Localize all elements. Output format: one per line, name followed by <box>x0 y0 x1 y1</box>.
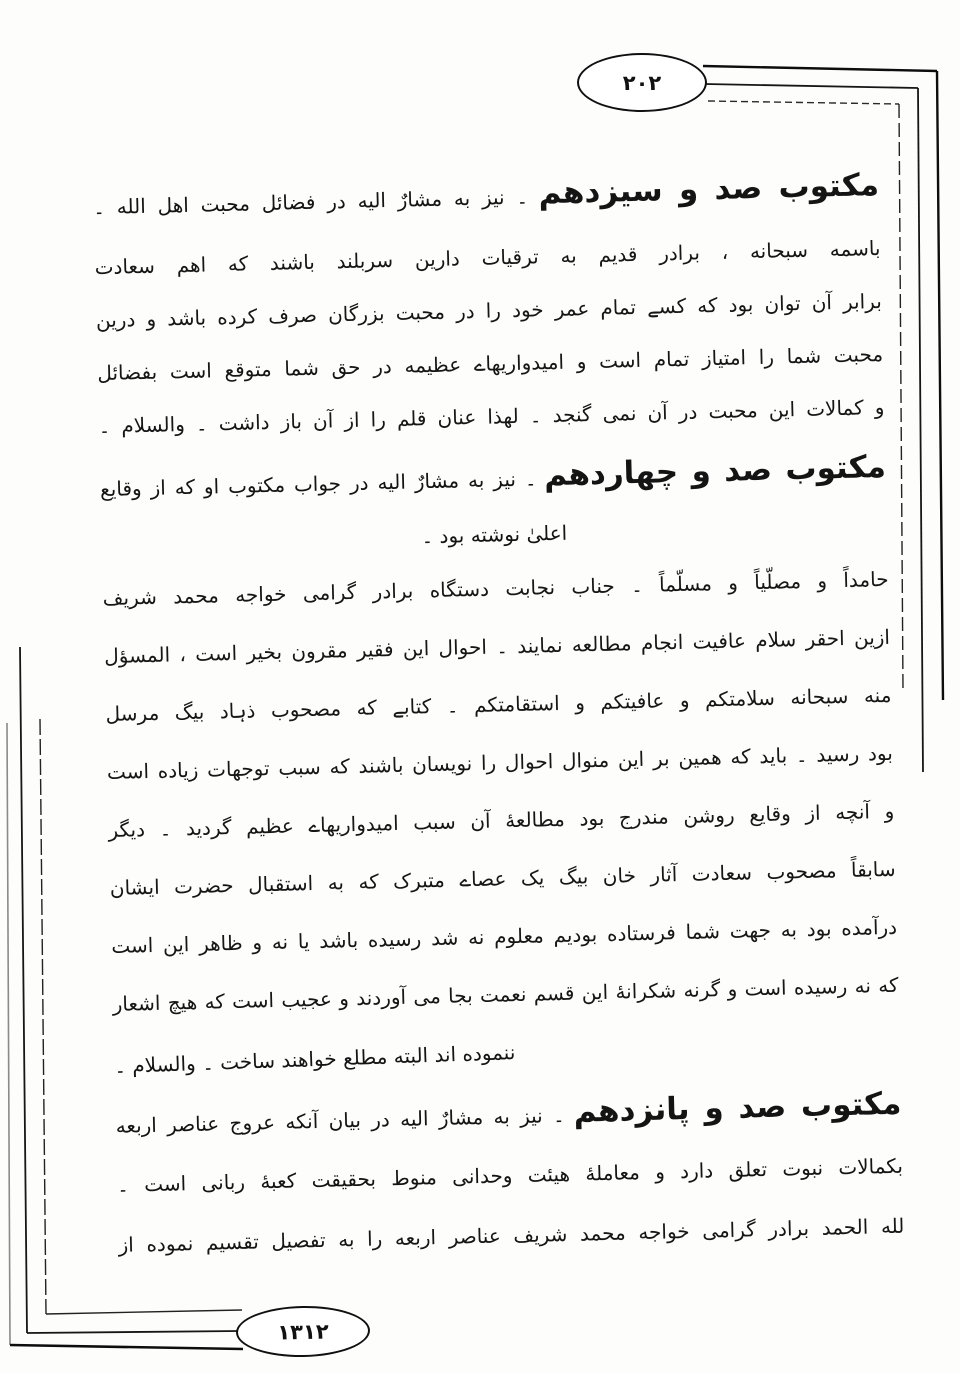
page-number-cartouche-top <box>577 53 707 112</box>
letter-113-title: مکتوب صد و سیزدهم <box>538 166 880 212</box>
letter-115-subtitle-continuation: بکمالات نبوت تعلق دارد و معاملهٔ هیئت وحدانی منوط بحقیقت کعبهٔ ربانی است ۔ <box>116 1153 904 1197</box>
letter-114-subtitle: ۔ نیز به مشارٌ الیه در جواب مکتوب او که از وقایع <box>99 466 537 502</box>
page-number-bottom: ۱۳۱۲ <box>277 1319 329 1344</box>
text-line: محبت شما را امتیاز تمام است و امیدواریهاے عظیمه در حق شما متوقع است بفضائل <box>96 341 884 386</box>
text-line: و آنچه از وقایع روشن مندرج بود مطالعهٔ آن سبب امیدواریهاے عظیم گردید ۔ دیگر <box>108 798 895 843</box>
text-line: ازین احقر سلام عافیت انجام مطالعه نمایند ۔ احوال این فقیر مقرون بخیر است ، المسؤل <box>103 624 891 669</box>
text-line: سابقاً مصحوب سعادت آثار خان بیگ یک عصاے متبرک که به استقبال حضرت ایشان <box>109 856 896 900</box>
text-line: و کمالات این محبت در آن نمی گنجد ۔ لهذا عنان قلم را از آن باز داشت ۔ والسلام ۔ <box>98 394 885 439</box>
letter-114-subtitle-continuation: اعلیٰ نوشته بود ۔ <box>421 520 568 549</box>
letter-114-title: مکتوب صد و چهاردهم <box>543 448 887 494</box>
letter-113-subtitle: ۔ نیز به مشارٌ الیه در فضائل محبت اهل الله ۔ <box>92 184 529 220</box>
text-line: بود رسید ۔ باید که همین بر این منوال احوال را نویسان باشند که سبب توجهات زیاده است <box>106 740 894 785</box>
text-line: درآمده بود به جهت شما فرستاده بودیم معلوم نه شد رسیده باشد یا نه و ظاهر این است <box>110 914 898 958</box>
text-line: برابر آن توان بود که کسے تمام عمر خود را در محبت بزرگان صرف کرده باشد و درین <box>95 288 883 333</box>
letter-115-subtitle: ۔ نیز به مشارٌ الیه در بیان آنکه عروج عناصر اربعه <box>115 1102 565 1138</box>
letter-115-title: مکتوب صد و پانزدهم <box>573 1085 902 1130</box>
letters-text-block <box>92 148 905 1275</box>
text-line: منه سبحانه سلامتکم و عافیتکم و استقامتکم ۔ کتابے که مصحوب ذہاد بیگ مرسل <box>105 682 892 727</box>
text-line: باسمه سبحانه ، برادر قدیم به ترقیات دارین سربلند باشند که اهم سعادت <box>94 235 881 280</box>
text-line: حامداً و مصلّیاً و مسلّماً ۔ جناب نجابت دستگاه برادر گرامی خواجه محمد شریف <box>102 566 889 611</box>
page-number-top: ۲۰۲ <box>622 70 662 95</box>
letter-114-closing-line: ننموده اند البته مطلع خواهند ساخت ۔ والسلام ۔ <box>113 1040 516 1079</box>
text-line: لله الحمد برادر گرامی خواجه محمد شریف عناصر اربعه را به تفصیل تقسیم نموده از <box>118 1213 905 1257</box>
text-line: که نه رسیده است و گرنه شکرانهٔ این قسم نعمت بجا می آوردند و عجیب است که هیچ اشعار <box>112 972 899 1016</box>
